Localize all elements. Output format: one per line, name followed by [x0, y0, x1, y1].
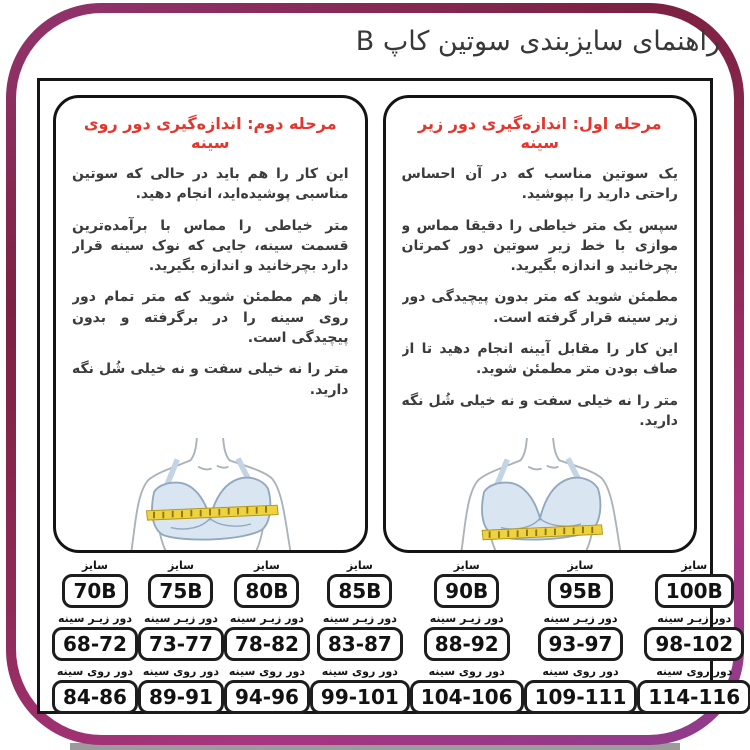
- step1-body: [402, 164, 679, 438]
- overbust-range: 89-91: [138, 680, 224, 714]
- underbust-range: 68-72: [52, 627, 138, 661]
- size-label: سایز: [82, 559, 108, 572]
- step2-paragraph: باز هم مطمئن شوید که متر تمام دور روی سینه را در برگرفته و بدون پیچیدگی است.: [72, 289, 349, 347]
- step1-paragraph: این کار را مقابل آیینه انجام دهید تا از صاف بودن متر مطمئن شوید.: [401, 341, 678, 378]
- step1-paragraph: متر را نه خیلی سفت و نه خیلی شُل نگه دارید.: [401, 392, 678, 429]
- step1-header: مرحله اول: اندازه‌گیری دور زیر سینه: [418, 114, 662, 152]
- size-column-80B: [224, 559, 310, 718]
- size-value: 70B: [62, 574, 127, 608]
- panel-step2-overbust: [53, 95, 368, 553]
- content-border-box: [37, 78, 741, 714]
- size-column-70B: [52, 559, 138, 718]
- overbust-range: 104-106: [410, 680, 524, 714]
- overbust-range: 99-101: [310, 680, 410, 714]
- size-column-85B: [310, 559, 410, 718]
- size-column-95B: [524, 559, 638, 718]
- size-label: سایز: [167, 559, 194, 572]
- step2-paragraph: متر را نه خیلی سفت و نه خیلی شُل نگه دارید.: [72, 361, 349, 398]
- size-value: 90B: [434, 574, 499, 608]
- size-label: سایز: [567, 559, 594, 572]
- underbust-label: دور زیـر سینه: [543, 612, 618, 625]
- steps-row: [40, 81, 710, 553]
- overbust-label: دور روی سینه: [656, 665, 733, 678]
- size-label: سایز: [681, 559, 708, 572]
- step2-paragraph: این کار را هم باید در حالی که سوتین مناسبی پوشیده‌اید، انجام دهید.: [72, 166, 349, 203]
- underbust-label: دور زیـر سینه: [322, 612, 397, 625]
- size-value: 100B: [655, 574, 734, 608]
- overbust-label: دور روی سینه: [321, 665, 398, 678]
- overbust-range: 84-86: [52, 680, 138, 714]
- underbust-label: دور زیـر سینه: [229, 612, 304, 625]
- size-value: 95B: [548, 574, 613, 608]
- overbust-label: دور روی سینه: [228, 665, 306, 678]
- underbust-measure-illustration: [426, 438, 654, 550]
- overbust-measure-illustration: [96, 438, 324, 550]
- underbust-range: 88-92: [424, 627, 510, 661]
- underbust-range: 73-77: [138, 627, 224, 661]
- underbust-range: 78-82: [224, 627, 310, 661]
- underbust-label: دور زیـر سینه: [143, 612, 218, 625]
- size-label: سایز: [346, 559, 373, 572]
- overbust-label: دور روی سینه: [428, 665, 505, 678]
- size-column-100B: [637, 559, 750, 718]
- overbust-range: 94-96: [224, 680, 310, 714]
- overbust-label: دور روی سینه: [142, 665, 220, 678]
- underbust-range: 83-87: [317, 627, 403, 661]
- step2-paragraph: متر خیاطی را مماس با برآمده‌ترین قسمت سینه، جایی که نوک سینه قرار دارد بچرخانید و اندازه بگیرید.: [72, 217, 349, 275]
- step2-header: مرحله دوم: اندازه‌گیری دور روی سینه: [83, 114, 337, 152]
- underbust-label: دور زیـر سینه: [657, 612, 732, 625]
- page-title: راهنمای سایزبندی سوتین کاپ B: [355, 26, 720, 57]
- overbust-range: 109-111: [524, 680, 638, 714]
- underbust-range: 98-102: [644, 627, 744, 661]
- step1-paragraph: سپس یک متر خیاطی را دقیقا مماس و موازی با خط زیر سوتین دور کمرتان بچرخانید و اندازه بگیرید.: [401, 217, 678, 275]
- size-column-90B: [410, 559, 524, 718]
- size-value: 85B: [327, 574, 392, 608]
- size-column-75B: [138, 559, 224, 718]
- step2-body: [72, 164, 349, 438]
- step1-paragraph: یک سوتین مناسب که در آن احساس راحتی دارید را بپوشید.: [401, 166, 678, 203]
- size-label: سایز: [453, 559, 480, 572]
- overbust-label: دور روی سینه: [56, 665, 134, 678]
- size-value: 75B: [148, 574, 213, 608]
- underbust-label: دور زیـر سینه: [57, 612, 132, 625]
- underbust-label: دور زیـر سینه: [429, 612, 504, 625]
- overbust-range: 114-116: [637, 680, 750, 714]
- size-value: 80B: [234, 574, 299, 608]
- step1-paragraph: مطمئن شوید که متر بدون پیچیدگی دور زیر سینه قرار گرفته است.: [401, 289, 678, 326]
- underbust-range: 93-97: [538, 627, 624, 661]
- overbust-label: دور روی سینه: [542, 665, 619, 678]
- size-label: سایز: [253, 559, 280, 572]
- size-table: [40, 553, 741, 718]
- panel-step1-underbust: [383, 95, 698, 553]
